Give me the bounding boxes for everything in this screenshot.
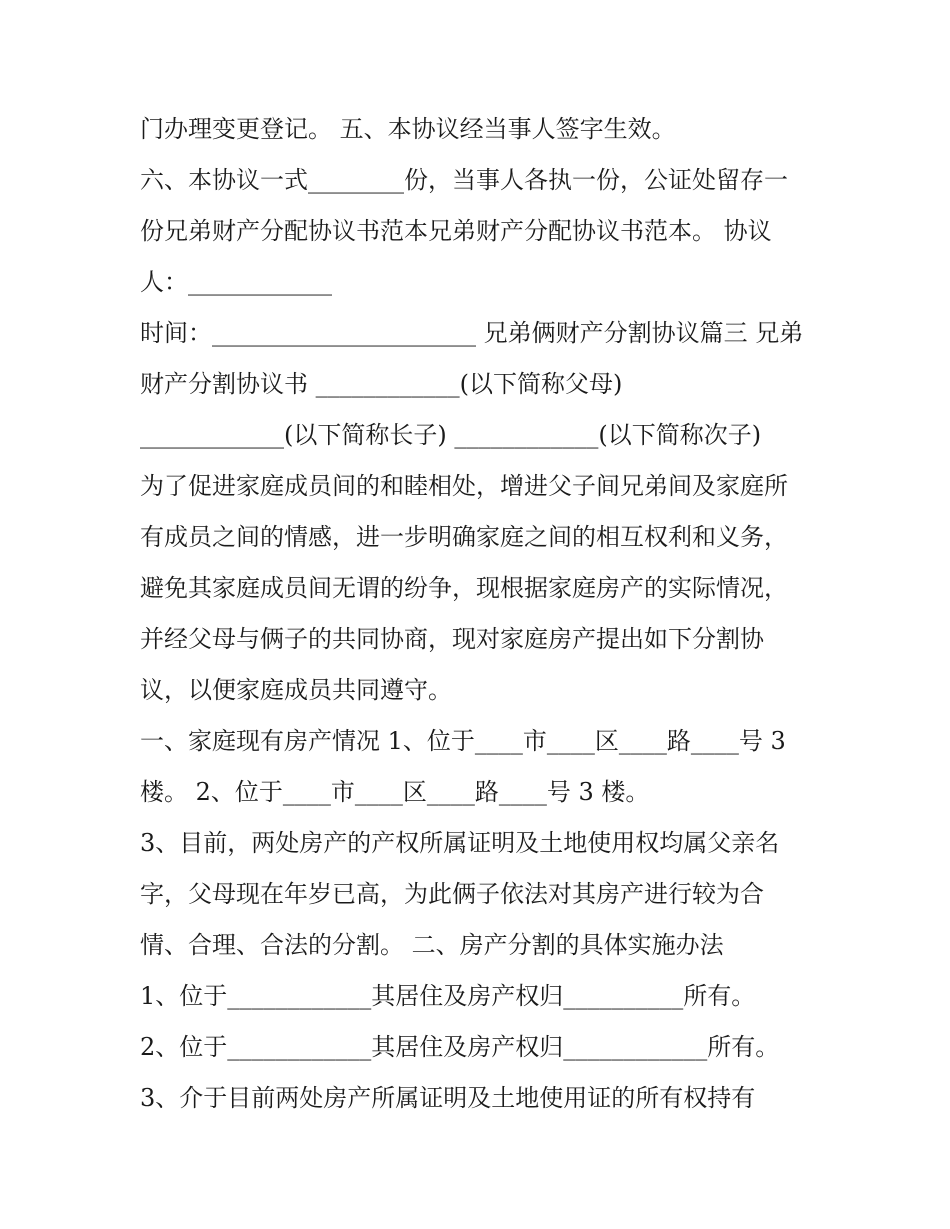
text-line: 楼。 2、位于____市____区____路____号 3 楼。	[140, 778, 650, 806]
text-line: 有成员之间的情感，进一步明确家庭之间的相互权利和义务，	[140, 523, 788, 551]
text-line: 2、位于____________其居住及房产权归____________所有。	[140, 1033, 780, 1061]
text-line: 并经父母与俩子的共同协商，现对家庭房产提出如下分割协	[140, 625, 764, 653]
text-line: 避免其家庭成员间无谓的纷争，现根据家庭房产的实际情况，	[140, 574, 788, 602]
text-line: 为了促进家庭成员间的和睦相处，增进父子间兄弟间及家庭所	[140, 472, 788, 500]
text-line: 六、本协议一式________份，当事人各执一份，公证处留存一	[140, 166, 788, 194]
text-line: 一、家庭现有房产情况 1、位于____市____区____路____号 3	[140, 727, 786, 755]
text-line: 时间：______________________ 兄弟俩财产分割协议篇三 兄弟	[140, 319, 804, 347]
text-line: 人：____________	[140, 268, 332, 296]
text-line: ____________(以下简称长子) ____________(以下简称次子)	[140, 421, 762, 449]
text-line: 3、目前，两处房产的产权所属证明及土地使用权均属父亲名	[140, 829, 780, 857]
text-line: 财产分割协议书 ____________(以下简称父母)	[140, 370, 623, 398]
text-line: 议，以便家庭成员共同遵守。	[140, 676, 452, 704]
text-line: 字，父母现在年岁已高，为此俩子依法对其房产进行较为合	[140, 880, 764, 908]
text-line: 1、位于____________其居住及房产权归__________所有。	[140, 982, 756, 1010]
text-line: 情、合理、合法的分割。 二、房产分割的具体实施办法	[140, 931, 724, 959]
text-line: 3、介于目前两处房产所属证明及土地使用证的所有权持有	[140, 1084, 756, 1112]
text-line: 门办理变更登记。 五、本协议经当事人签字生效。	[140, 115, 676, 143]
text-line: 份兄弟财产分配协议书范本兄弟财产分配协议书范本。 协议	[140, 217, 772, 245]
